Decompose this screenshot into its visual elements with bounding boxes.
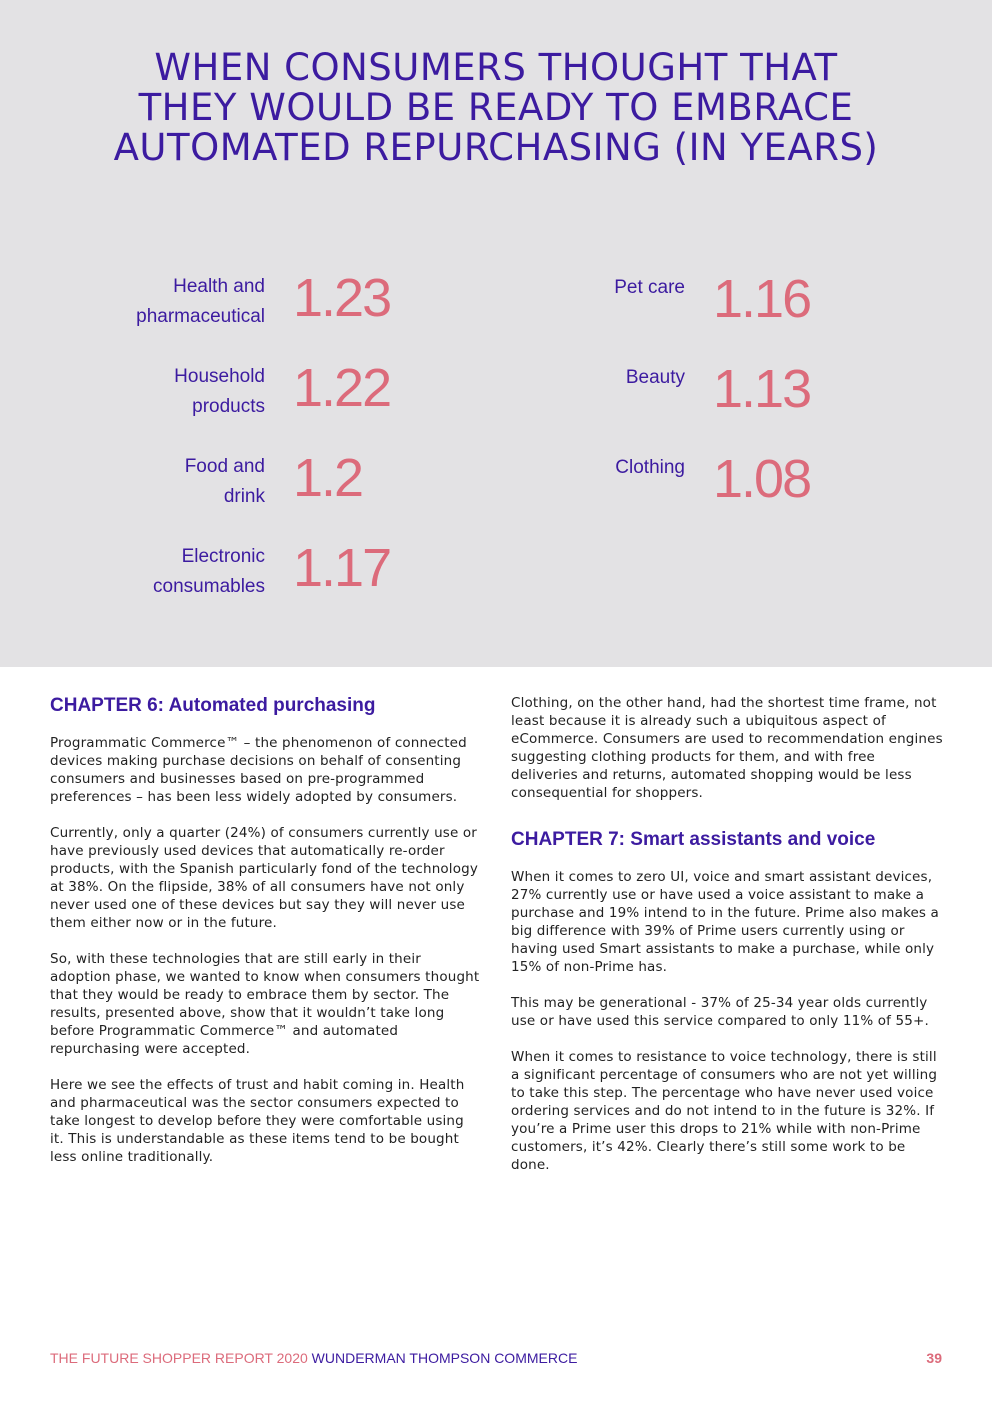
chapter-7-heading: CHAPTER 7: Smart assistants and voice — [511, 829, 876, 850]
paragraph: This may be generational - 37% of 25-34 year olds currently use or have used this service compared to only 11% of 55+. — [511, 995, 929, 1029]
stat-label-line: consumables — [153, 576, 265, 597]
stat-label — [50, 452, 265, 512]
stat-label-line: pharmaceutical — [136, 306, 265, 327]
stat-label-line: Beauty — [625, 367, 685, 388]
paragraph: Here we see the effects of trust and habit coming in. Health and pharmaceutical was the sector consumers expected to take longest to develop before they were comfortable using it. This is understandable as these items tend to be bought less online traditionally. — [50, 1077, 465, 1165]
footer-report-title: THE FUTURE SHOPPER REPORT 2020 — [50, 1350, 308, 1366]
stat-label-line: Health and — [173, 276, 265, 297]
stat-label-line: Food and — [184, 456, 265, 477]
paragraph: Programmatic Commerce™ – the phenomenon of connected devices making purchase decisions on behalf of consenting consumers and businesses based on pre-programmed preferences – has been less widely adopted by consumers. — [50, 735, 467, 805]
stat-label-line: products — [192, 396, 265, 417]
stat-value: 1.2 — [293, 448, 363, 508]
title-line: THEY WOULD BE READY TO EMBRACE — [138, 86, 854, 129]
page-footer — [50, 1349, 942, 1367]
stat-label — [470, 453, 685, 483]
paragraph: Currently, only a quarter (24%) of consumers currently use or have previously used devices that automatically re-order products, with the Spanish particularly fond of the technology at 38%. On the flipside, 38% of all consumers have not only never used one of these devices but say they will never use them either now or in the future. — [50, 825, 478, 931]
text-column-right — [511, 694, 943, 1174]
stat-value: 1.17 — [293, 538, 391, 598]
footer-company: WUNDERMAN THOMPSON COMMERCE — [311, 1350, 578, 1366]
text-column-left — [50, 694, 482, 1166]
stat-clothing — [470, 449, 811, 509]
title-line: WHEN CONSUMERS THOUGHT THAT — [154, 46, 838, 89]
paragraph: Clothing, on the other hand, had the shortest time frame, not least because it is already such a ubiquitous aspect of eCommerce. Consumers are used to recommendation engines suggesting clothing products for them, and with free deliveries and returns, automated shopping would be less consequential for shoppers. — [511, 695, 943, 801]
stat-label-line: Pet care — [614, 277, 685, 298]
stat-label-line: Electronic — [181, 546, 265, 567]
title-line: AUTOMATED REPURCHASING (IN YEARS) — [113, 126, 879, 169]
paragraph: So, with these technologies that are still early in their adoption phase, we wanted to know when consumers thought that they would be ready to embrace them by sector. The results, presented above, show that it wouldn’t take long before Programmatic Commerce™ and automated repurchasing were accepted. — [50, 951, 480, 1057]
stat-health — [50, 268, 391, 332]
stat-label — [50, 272, 265, 332]
stat-pet-care — [470, 269, 811, 329]
stat-value: 1.22 — [293, 358, 391, 418]
stat-value: 1.13 — [713, 359, 811, 419]
stat-beauty — [470, 359, 811, 419]
stat-value: 1.16 — [713, 269, 811, 329]
stat-label-line: Household — [174, 366, 265, 387]
stat-label — [470, 363, 685, 393]
paragraph: When it comes to zero UI, voice and smart assistant devices, 27% currently use or have used a voice assistant to make a purchase and 19% intend to in the future. Prime also makes a big difference with 39% of Prime users currently using or having used Smart assistants to make a purchase, while only 15% of non-Prime has. — [511, 869, 939, 975]
stat-label-line: drink — [223, 486, 265, 507]
stat-label — [50, 542, 265, 602]
infographic-title — [40, 48, 952, 168]
page-number: 39 — [926, 1350, 942, 1366]
stat-label — [470, 273, 685, 303]
stat-value: 1.08 — [713, 449, 811, 509]
stat-household — [50, 358, 391, 422]
stat-label — [50, 362, 265, 422]
stat-label-line: Clothing — [615, 457, 685, 478]
stat-electronic — [50, 538, 391, 602]
chapter-6-heading: CHAPTER 6: Automated purchasing — [50, 695, 376, 716]
paragraph: When it comes to resistance to voice technology, there is still a significant percentage of consumers who are not yet willing to take this step. The percentage who have never used voice ordering services and do not intend to in the future is 32%. If you’re a Prime user this drops to 21% while with non-Prime customers, it’s 42%. Clearly there’s still some work to be done. — [511, 1049, 938, 1173]
stat-value: 1.23 — [293, 268, 391, 328]
stat-food — [50, 448, 363, 512]
